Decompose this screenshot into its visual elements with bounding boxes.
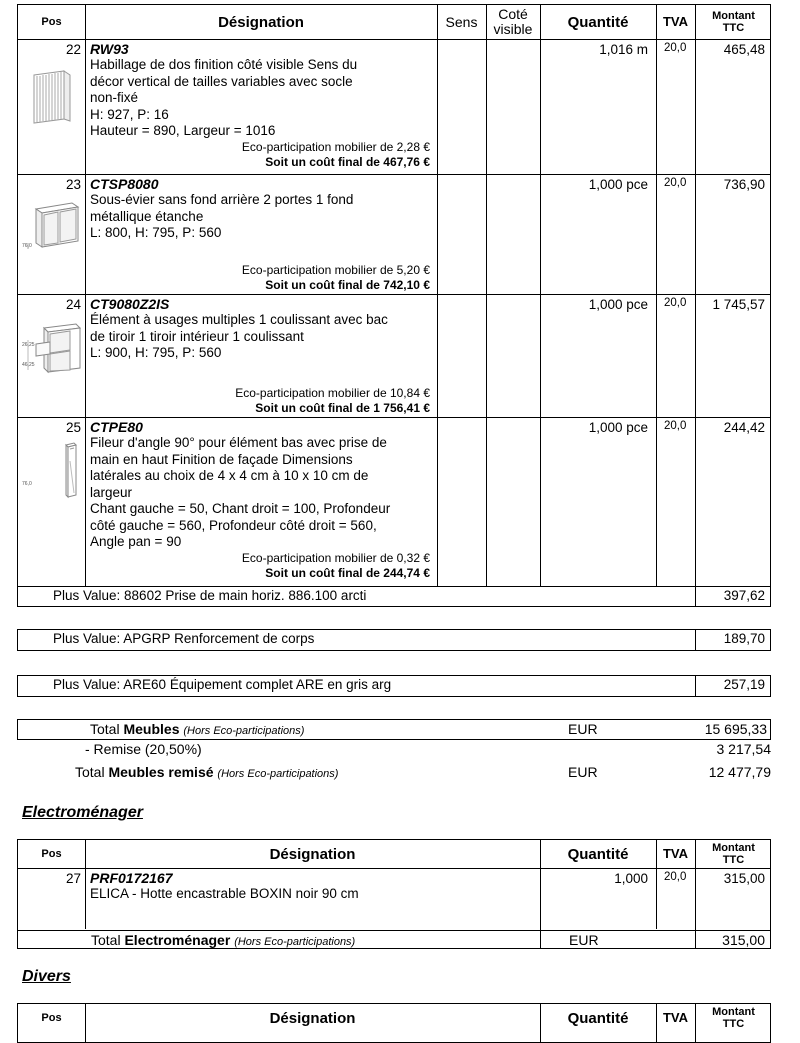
item-desc-line: largeur	[90, 484, 133, 500]
total-currency: EUR	[569, 932, 599, 948]
section-title-electromenager: Electroménager	[22, 804, 143, 821]
item-pos: 23	[65, 177, 81, 192]
item-desc-line: L: 900, H: 795, P: 560	[90, 345, 222, 360]
eco-participation: Eco-participation mobilier de 2,28 €	[241, 139, 430, 154]
item-eco-block	[90, 386, 430, 416]
item-desc-line: main en haut Finition de façade Dimensions	[90, 451, 353, 467]
remise-label: - Remise (20,50%)	[85, 741, 202, 757]
item-desc-line: H: 927, P: 16	[90, 106, 169, 122]
remise-amount: 3 217,54	[716, 741, 771, 757]
total-currency: EUR	[568, 721, 598, 737]
total-electro-label: Total Electroménager (Hors Eco-participations)	[91, 932, 356, 948]
total-amount: 315,00	[722, 932, 765, 948]
item-desc-line: Angle pan = 90	[90, 534, 182, 549]
item-code: RW93	[90, 41, 129, 57]
total-meubles-label: Total Meubles (Hors Eco-participations)	[90, 721, 305, 737]
item-eco-block	[90, 263, 430, 293]
section-title-divers: Divers	[22, 968, 71, 985]
main-table	[17, 4, 771, 587]
header-quantite: Quantité	[567, 1009, 629, 1027]
item-designation	[90, 419, 430, 581]
dim-label: 76,0	[22, 243, 32, 249]
corner-filler-icon	[22, 441, 84, 506]
electro-table	[17, 839, 771, 949]
item-tva: 20,0	[664, 177, 687, 189]
eco-participation: Eco-participation mobilier de 5,20 €	[241, 263, 430, 277]
item-amount: 465,48	[723, 42, 765, 57]
sink-cabinet-icon	[22, 199, 82, 260]
back-panel-icon	[30, 67, 74, 130]
item-desc-line: côté gauche = 560, Profondeur côté droit = 560,	[90, 517, 377, 533]
plus-value-amount: 189,70	[723, 631, 765, 646]
header-designation: Désignation	[269, 1009, 356, 1027]
item-designation	[90, 176, 430, 242]
item-tva: 20,0	[664, 297, 687, 309]
total-remise-currency: EUR	[568, 764, 598, 780]
item-amount: 315,00	[723, 871, 765, 886]
item-desc-line: Habillage de dos finition côté visible Sens du	[90, 57, 358, 72]
plus-value-label: Plus Value: 88602 Prise de main horiz. 886.100 arcti	[53, 588, 367, 603]
item-pos: 24	[65, 297, 81, 312]
item-code: CTSP8080	[90, 176, 159, 192]
plus-value-label: Plus Value: APGRP Renforcement de corps	[53, 631, 315, 646]
header-pos: Pos	[41, 16, 62, 28]
header-designation: Désignation	[218, 13, 304, 31]
item-code: CT9080Z2IS	[90, 296, 170, 312]
total-remise-amount: 12 477,79	[708, 764, 771, 780]
header-pos: Pos	[41, 1012, 62, 1024]
item-qty: 1,000	[614, 871, 648, 886]
item-code: PRF0172167	[90, 870, 173, 886]
item-pos: 27	[65, 871, 81, 886]
item-desc-line: Élément à usages multiples 1 coulissant avec bac	[90, 312, 388, 327]
header-tva: TVA	[662, 846, 689, 861]
item-tva: 20,0	[664, 42, 687, 54]
item-qty: 1,000 pce	[588, 297, 648, 312]
item-desc-line: non-fixé	[90, 90, 139, 105]
header-tva: TVA	[662, 1010, 689, 1025]
drawer-cabinet-icon	[22, 320, 82, 383]
final-cost: Soit un coût final de 1 756,41 €	[255, 401, 430, 415]
item-desc-line: Hauteur = 890, Largeur = 1016	[90, 123, 276, 138]
item-amount: 244,42	[723, 420, 765, 435]
header-quantite: Quantité	[567, 845, 629, 863]
plus-value-row	[17, 586, 771, 607]
header-montant: Montant TTC	[712, 842, 755, 866]
header-montant: Montant TTC	[712, 1006, 755, 1030]
header-quantite: Quantité	[567, 13, 629, 31]
item-qty: 1,000 pce	[588, 420, 648, 435]
plus-value-amount: 257,19	[723, 677, 765, 692]
final-cost: Soit un coût final de 244,74 €	[265, 565, 430, 580]
dim-label: 46,25	[22, 362, 35, 368]
item-designation	[90, 41, 430, 170]
header-cote-visible: Coté visible	[493, 6, 533, 37]
header-sens: Sens	[445, 13, 478, 30]
item-desc-line: L: 800, H: 795, P: 560	[90, 225, 222, 240]
item-designation	[90, 296, 430, 362]
final-cost: Soit un coût final de 467,76 €	[265, 154, 430, 169]
total-amount: 15 695,33	[704, 721, 767, 737]
dim-label: 76,0	[22, 481, 32, 487]
item-desc-line: latérales au choix de 4 x 4 cm à 10 x 10 cm de	[90, 468, 369, 483]
dim-label: 26,25	[22, 342, 35, 348]
item-qty: 1,000 pce	[588, 177, 648, 192]
header-tva: TVA	[662, 14, 689, 29]
header-designation: Désignation	[269, 845, 356, 863]
plus-value-label: Plus Value: ARE60 Équipement complet ARE en gris arg	[53, 677, 392, 692]
header-montant: Montant TTC	[712, 10, 755, 34]
item-amount: 1 745,57	[712, 297, 765, 312]
final-cost: Soit un coût final de 742,10 €	[265, 278, 430, 292]
plus-value-row	[17, 629, 771, 651]
totals-block	[17, 719, 771, 784]
item-desc-line: ELICA - Hotte encastrable BOXIN noir 90 cm	[90, 886, 359, 901]
item-tva: 20,0	[664, 871, 687, 883]
item-pos: 22	[65, 42, 81, 57]
item-desc-line: de tiroir 1 tiroir intérieur 1 coulissant	[90, 328, 304, 344]
item-code: CTPE80	[90, 419, 143, 435]
plus-value-row	[17, 675, 771, 697]
item-designation	[90, 870, 530, 903]
item-desc-line: décor vertical de tailles variables avec socle	[90, 73, 353, 89]
plus-value-amount: 397,62	[723, 588, 765, 603]
eco-participation: Eco-participation mobilier de 0,32 €	[241, 550, 430, 565]
item-desc-line: métallique étanche	[90, 208, 204, 224]
header-pos: Pos	[41, 848, 62, 860]
item-pos: 25	[65, 420, 81, 435]
item-desc-line: Sous-évier sans fond arrière 2 portes 1 fond	[90, 192, 354, 207]
item-desc-line: Chant gauche = 50, Chant droit = 100, Profondeur	[90, 501, 391, 516]
item-desc-line: Fileur d'angle 90° pour élément bas avec prise de	[90, 435, 387, 450]
item-tva: 20,0	[664, 420, 687, 432]
item-amount: 736,90	[723, 177, 765, 192]
total-remise-label: Total Meubles remisé (Hors Eco-participations)	[75, 764, 339, 780]
eco-participation: Eco-participation mobilier de 10,84 €	[235, 386, 430, 400]
divers-table	[17, 1003, 771, 1043]
item-qty: 1,016 m	[599, 42, 648, 57]
